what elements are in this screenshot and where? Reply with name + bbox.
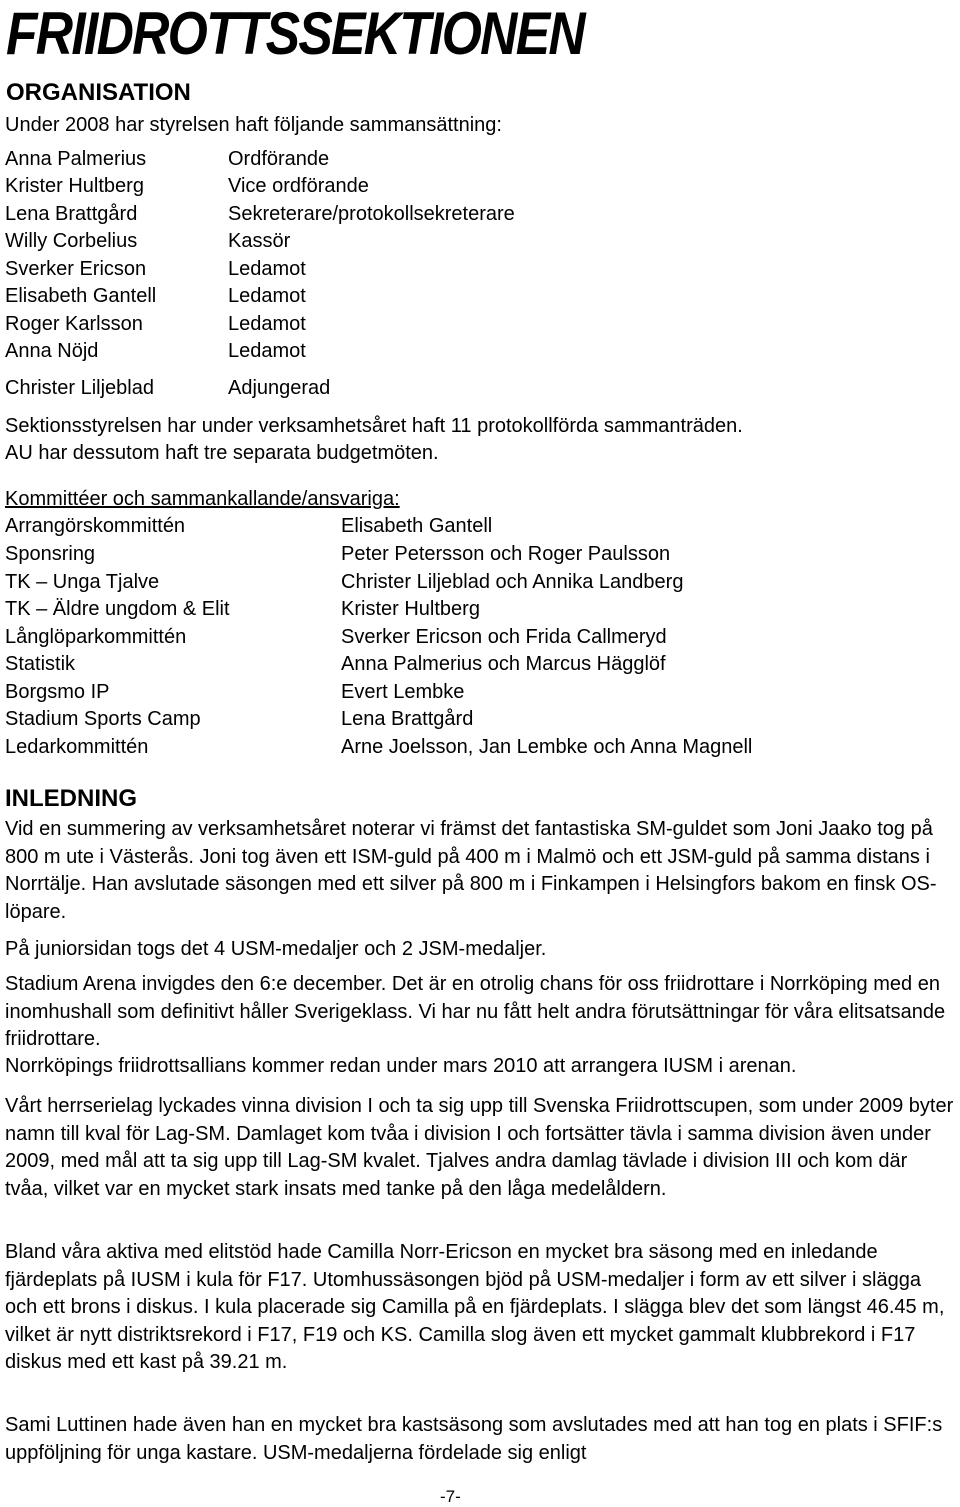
board-member-name: Anna Palmerius <box>5 148 147 170</box>
committee-responsible: Arne Joelsson, Jan Lembke och Anna Magnell <box>341 736 753 758</box>
board-member-role: Ledamot <box>228 285 306 307</box>
board-member-name: Lena Brattgård <box>5 203 138 225</box>
paragraph: Sami Luttinen hade även han en mycket bra kastsäsong som avslutades med att han tog en plats i SFIF:s uppföljning för unga kastare. USM-medaljerna fördelade sig enligt <box>5 1414 943 1464</box>
board-member-role: Sekreterare/protokollsekreterare <box>228 203 515 225</box>
paragraph: Stadium Arena invigdes den 6:e december. Det är en otrolig chans för oss friidrottare i Norrköping med en inomhushall som definitivt håller Sverigeklass. Vi har nu fått helt andra förutsättningar för våra elitsatsande friidrottare. <box>5 973 946 1050</box>
committee-name: Arrangörskommittén <box>5 515 186 537</box>
paragraph: På juniorsidan togs det 4 USM-medaljer och 2 JSM-medaljer. <box>5 938 547 960</box>
board-member-role: Ledamot <box>228 313 306 335</box>
board-member-name: Roger Karlsson <box>5 313 143 335</box>
paragraph: Norrköpings friidrottsallians kommer redan under mars 2010 att arrangera IUSM i arenan. <box>5 1055 797 1077</box>
page-title: FRIIDROTTSSEKTIONEN <box>6 0 584 67</box>
committee-responsible: Anna Palmerius och Marcus Hägglöf <box>341 653 666 675</box>
board-intro: Under 2008 har styrelsen haft följande sammansättning: <box>5 114 502 136</box>
paragraph: Vid en summering av verksamhetsåret noterar vi främst det fantastiska SM-guldet som Joni Jaako tog på 800 m ute i Västerås. Joni tog även ett ISM-guld på 400 m i Malmö och ett JSM-guld på samma distans i Norrtälje. Han avslutade säsongen med ett silver på 800 m i Finkampen i Helsingfors bakom en finsk OS-löpare. <box>5 818 937 923</box>
board-member-role: Ordförande <box>228 148 330 170</box>
paragraph: Bland våra aktiva med elitstöd hade Camilla Norr-Ericson en mycket bra säsong med en inledande fjärdeplats på IUSM i kula för F17. Utomhussäsongen bjöd på USM-medaljer i form av ett silver i slägga och ett brons i diskus. I kula placerade sig Camilla på en fjärdeplats. I slägga blev det som längst 46.45 m, vilket är nytt distriktsrekord i F17, F19 och KS. Camilla slog även ett mycket gammalt klubbrekord i F17 diskus med ett kast på 39.21 m. <box>5 1241 945 1373</box>
committee-name: Stadium Sports Camp <box>5 708 201 730</box>
committee-name: Långlöparkommittén <box>5 626 187 648</box>
committee-name: Sponsring <box>5 543 96 565</box>
section-heading-organisation: ORGANISATION <box>6 79 191 106</box>
board-member-name: Anna Nöjd <box>5 340 99 362</box>
section-heading-inledning: INLEDNING <box>5 785 137 812</box>
board-member-role: Ledamot <box>228 258 306 280</box>
committee-responsible: Christer Liljeblad och Annika Landberg <box>341 571 684 593</box>
committee-responsible: Sverker Ericson och Frida Callmeryd <box>341 626 667 648</box>
committee-responsible: Peter Petersson och Roger Paulsson <box>341 543 671 565</box>
committees-heading: Kommittéer och sammankallande/ansvariga: <box>5 488 400 510</box>
board-member-role: Kassör <box>228 230 291 252</box>
committee-responsible: Elisabeth Gantell <box>341 515 493 537</box>
committee-name: Statistik <box>5 653 76 675</box>
board-member-name: Willy Corbelius <box>5 230 138 252</box>
board-member-role: Vice ordförande <box>228 175 369 197</box>
board-member-name: Sverker Ericson <box>5 258 147 280</box>
page-number: -7- <box>440 1487 461 1506</box>
committee-name: TK – Unga Tjalve <box>5 571 160 593</box>
committee-responsible: Lena Brattgård <box>341 708 474 730</box>
committee-name: Ledarkommittén <box>5 736 149 758</box>
board-member-role: Ledamot <box>228 340 306 362</box>
paragraph: Vårt herrserielag lyckades vinna division I och ta sig upp till Svenska Friidrottscupen, som under 2009 byter namn till kval för Lag-SM. Damlaget kom tvåa i division I och fortsätter tävla i samma division även under 2009, med mål att ta sig upp till Lag-SM kvalet. Tjalves andra damlag tävlade i division III och kom där tvåa, vilket var en mycket stark insats med tanke på den låga medelåldern. <box>5 1095 954 1200</box>
committee-responsible: Evert Lembke <box>341 681 465 703</box>
budget-meetings-text: AU har dessutom haft tre separata budgetmöten. <box>5 442 439 464</box>
committee-name: Borgsmo IP <box>5 681 110 703</box>
meetings-text: Sektionsstyrelsen har under verksamhetsåret haft 11 protokollförda sammanträden. <box>5 415 743 437</box>
committee-responsible: Krister Hultberg <box>341 598 480 620</box>
board-member-name: Elisabeth Gantell <box>5 285 157 307</box>
board-member-name: Krister Hultberg <box>5 175 144 197</box>
board-member-name: Christer Liljeblad <box>5 377 154 399</box>
committee-name: TK – Äldre ungdom & Elit <box>5 598 230 620</box>
board-member-role: Adjungerad <box>228 377 331 399</box>
